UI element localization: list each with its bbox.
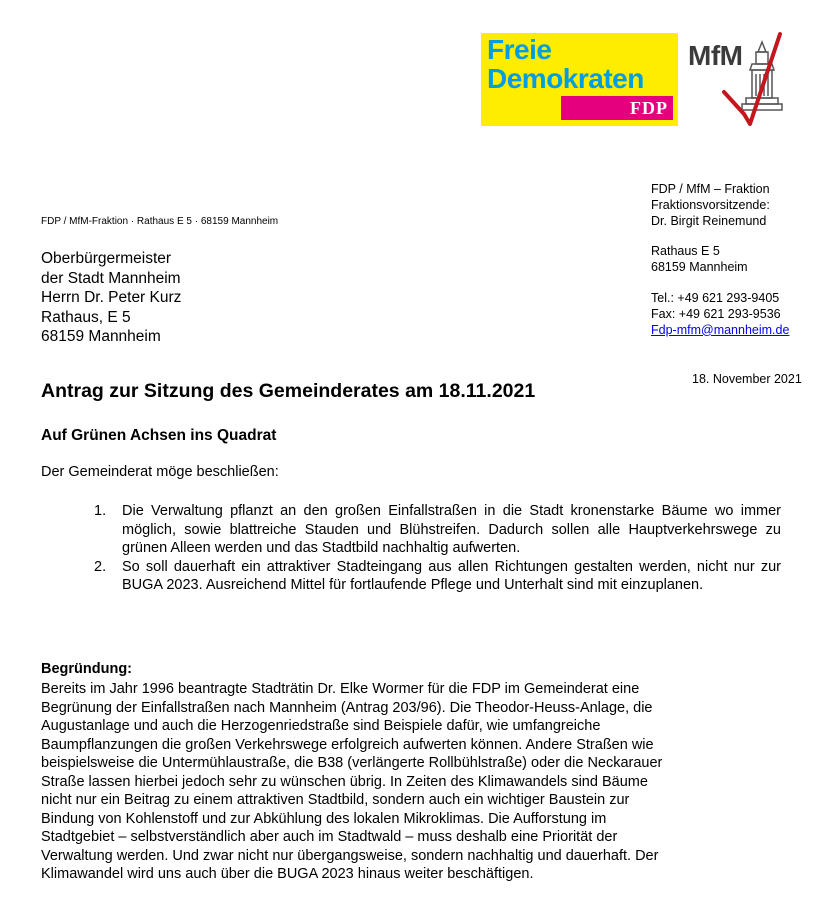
contact-email-link[interactable]: Fdp-mfm@mannheim.de	[651, 322, 790, 337]
reason-line: beispielsweise die Untermühlaustraße, die B38 (verlängerte Rollbühlstraße) oder die Neckarauer	[41, 755, 663, 771]
water-tower-icon	[686, 30, 796, 130]
list-item-text: Die Verwaltung pflanzt an den großen Einfallstraßen in die Stadt kronenstarke Bäume wo immer möglich, sowie blattreiche Stauden und Blühstreifen. Dadurch sollen alle Hauptverkehrswege zu grünen Alleen werden und das Stadtbild nachhaltig aufwerten.	[122, 503, 781, 556]
reason-line: nicht nur ein Beitrag zu einem attraktiven Stadtbild, sondern auch ein wichtiger Baustein zur	[41, 792, 630, 808]
recipient-address	[41, 249, 181, 347]
page-title: Antrag zur Sitzung des Gemeinderates am 18.11.2021	[41, 380, 536, 402]
reason-line: Klimawandel wird uns auch über die BUGA 2023 hinaus weiter beschäftigen.	[41, 866, 534, 882]
list-item	[94, 502, 781, 558]
reason-line: Straße lassen hierbei jedoch sehr zu wünschen übrig. In Zeiten des Klimawandels sind Bäume	[41, 773, 648, 790]
reason-paragraph	[41, 680, 831, 884]
recipient-line: Herrn Dr. Peter Kurz	[41, 289, 182, 306]
list-item-number: 1.	[94, 503, 107, 519]
sender-line: FDP / MfM-Fraktion · Rathaus E 5 · 68159 Mannheim	[41, 216, 279, 227]
contact-fax: Fax: +49 621 293-9536	[651, 306, 781, 321]
fdp-logo	[481, 33, 678, 126]
mfm-logo-text: MfM	[688, 40, 743, 71]
contact-name: Dr. Birgit Reinemund	[651, 213, 767, 228]
recipient-line: Oberbürgermeister	[41, 250, 172, 267]
mfm-logo	[686, 30, 796, 130]
motion-list	[94, 502, 781, 595]
list-item-number: 2.	[94, 558, 107, 575]
contact-role: Fraktionsvorsitzende:	[651, 197, 770, 212]
fdp-logo-line2: Demokraten	[487, 63, 644, 94]
section-subtitle: Auf Grünen Achsen ins Quadrat	[41, 427, 277, 444]
reason-line: Stadtgebiet – selbstverständlich aber auch im Stadtwald – muss deshalb eine Priorität der	[41, 829, 618, 845]
contact-city: 68159 Mannheim	[651, 260, 748, 275]
recipient-line: der Stadt Mannheim	[41, 269, 181, 287]
reason-line: Bereits im Jahr 1996 beantragte Stadträtin Dr. Elke Wormer für die FDP im Gemeinderat eine	[41, 681, 640, 697]
reason-line: Verwaltung werden. Und zwar nicht nur übergangsweise, sondern nachhaltig und dauerhaft. Der	[41, 847, 659, 864]
contact-street: Rathaus E 5	[651, 244, 720, 259]
recipient-line: 68159 Mannheim	[41, 328, 161, 345]
list-item-text: So soll dauerhaft ein attraktiver Stadteingang aus allen Richtungen gestalten werden, nicht nur zur BUGA 2023. Ausreichend Mittel für fortlaufende Pflege und Unterhalt sind mit einzuplanen.	[122, 558, 781, 593]
contact-org: FDP / MfM – Fraktion	[651, 182, 770, 196]
intro-text: Der Gemeinderat möge beschließen:	[41, 464, 279, 480]
reason-line: Baumpflanzungen die großen Verkehrswege erfolgreich aufwerten können. Andere Straßen wie	[41, 736, 654, 753]
reason-line: Augustanlage und auch die Herzogenriedstraße sind Beispiele dafür, wie umfangreiche	[41, 718, 601, 734]
list-item	[94, 558, 781, 595]
contact-tel: Tel.: +49 621 293-9405	[651, 290, 780, 305]
document-date: 18. November 2021	[692, 372, 802, 386]
reason-line: Bindung von Kohlenstoff und zur Abkühlung des lokalen Mikroklimas. Die Aufforstung im	[41, 810, 607, 827]
fdp-logo-tag: FDP	[630, 98, 668, 118]
recipient-line: Rathaus, E 5	[41, 308, 131, 326]
reason-heading: Begründung:	[41, 661, 133, 677]
reason-line: Begrünung der Einfallstraßen nach Mannheim (Antrag 203/96). Die Theodor-Heuss-Anlage, die	[41, 699, 653, 716]
contact-block	[651, 182, 789, 338]
fdp-logo-line1: Freie	[487, 34, 552, 65]
